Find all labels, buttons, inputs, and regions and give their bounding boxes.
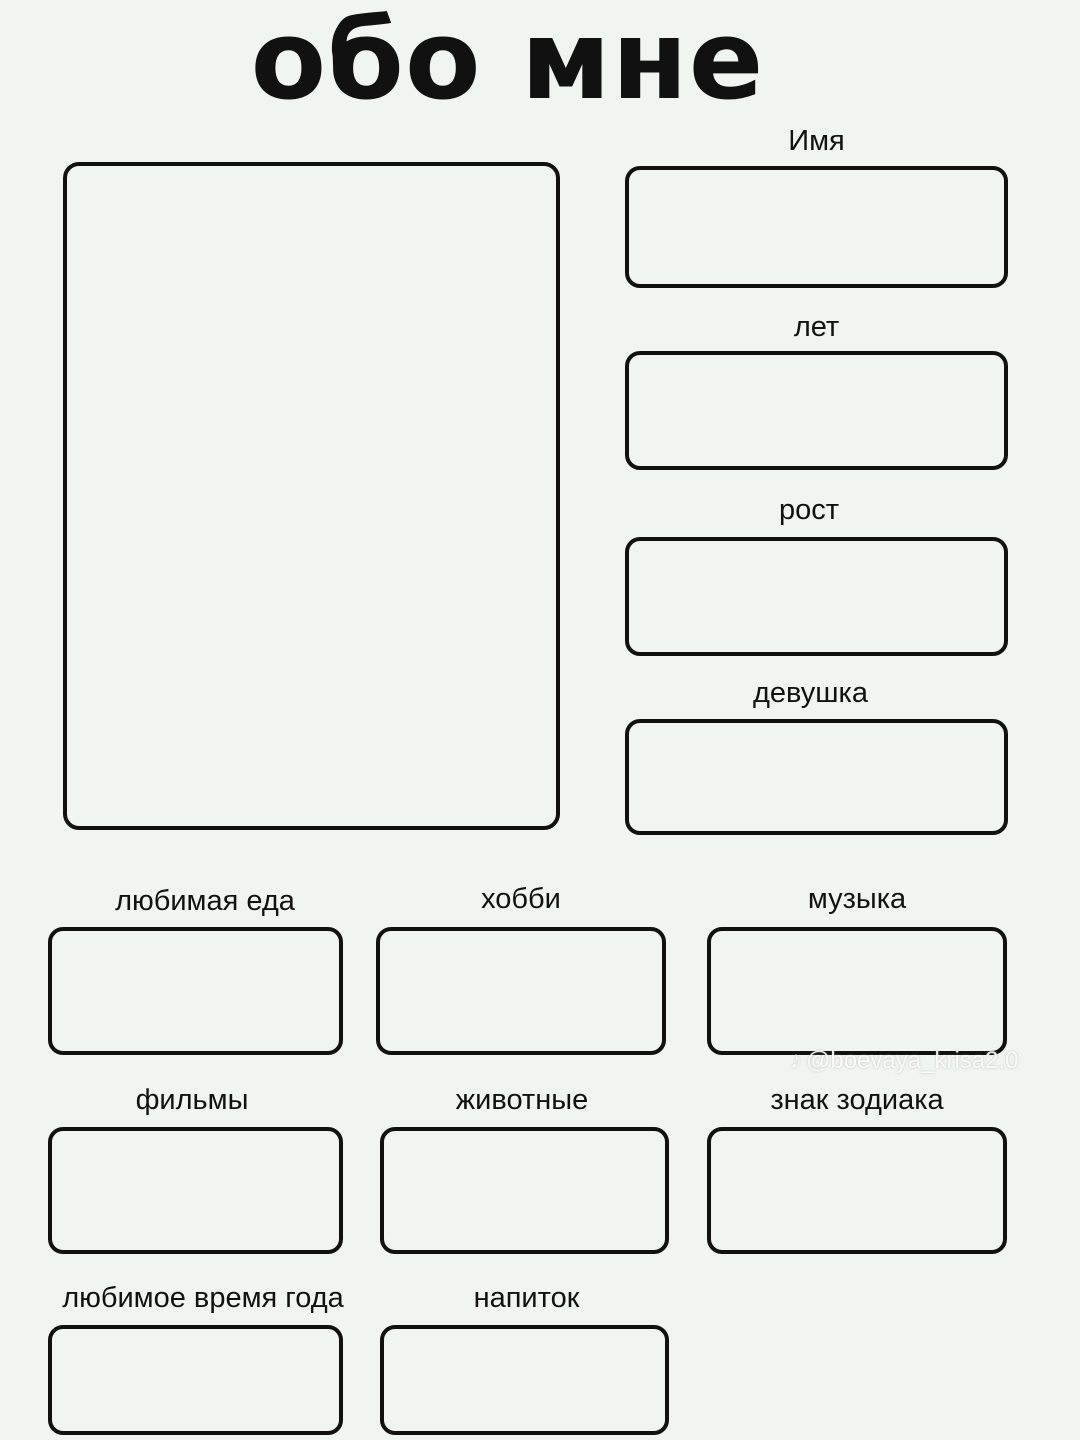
watermark-handle: @boevaya_krisa2.0 xyxy=(806,1047,1019,1074)
height-label: рост xyxy=(778,494,840,526)
name-label: Имя xyxy=(788,125,845,157)
photo-box[interactable] xyxy=(63,162,560,830)
favorite-food-label: любимая еда xyxy=(115,885,295,917)
girlfriend-field[interactable] xyxy=(625,719,1008,835)
favorite-food-field[interactable] xyxy=(48,927,343,1055)
tiktok-icon: ♪ xyxy=(790,1047,802,1074)
zodiac-field[interactable] xyxy=(707,1127,1007,1254)
name-field[interactable] xyxy=(625,166,1008,288)
watermark xyxy=(790,1046,1060,1076)
animals-label: животные xyxy=(455,1084,589,1116)
drink-field[interactable] xyxy=(380,1325,669,1435)
favorite-season-field[interactable] xyxy=(48,1325,343,1435)
music-field[interactable] xyxy=(707,927,1007,1055)
page-title: обо мне xyxy=(250,0,765,124)
drink-label: напиток xyxy=(473,1282,580,1314)
favorite-season-label: любимое время года xyxy=(62,1282,344,1314)
animals-field[interactable] xyxy=(380,1127,669,1254)
zodiac-label: знак зодиака xyxy=(770,1084,944,1116)
movies-field[interactable] xyxy=(48,1127,343,1254)
girlfriend-label: девушка xyxy=(752,677,869,709)
hobby-field[interactable] xyxy=(376,927,666,1055)
age-field[interactable] xyxy=(625,351,1008,470)
movies-label: фильмы xyxy=(135,1084,249,1116)
hobby-label: хобби xyxy=(481,883,561,915)
height-field[interactable] xyxy=(625,537,1008,656)
age-label: лет xyxy=(793,311,840,343)
music-label: музыка xyxy=(807,883,907,915)
